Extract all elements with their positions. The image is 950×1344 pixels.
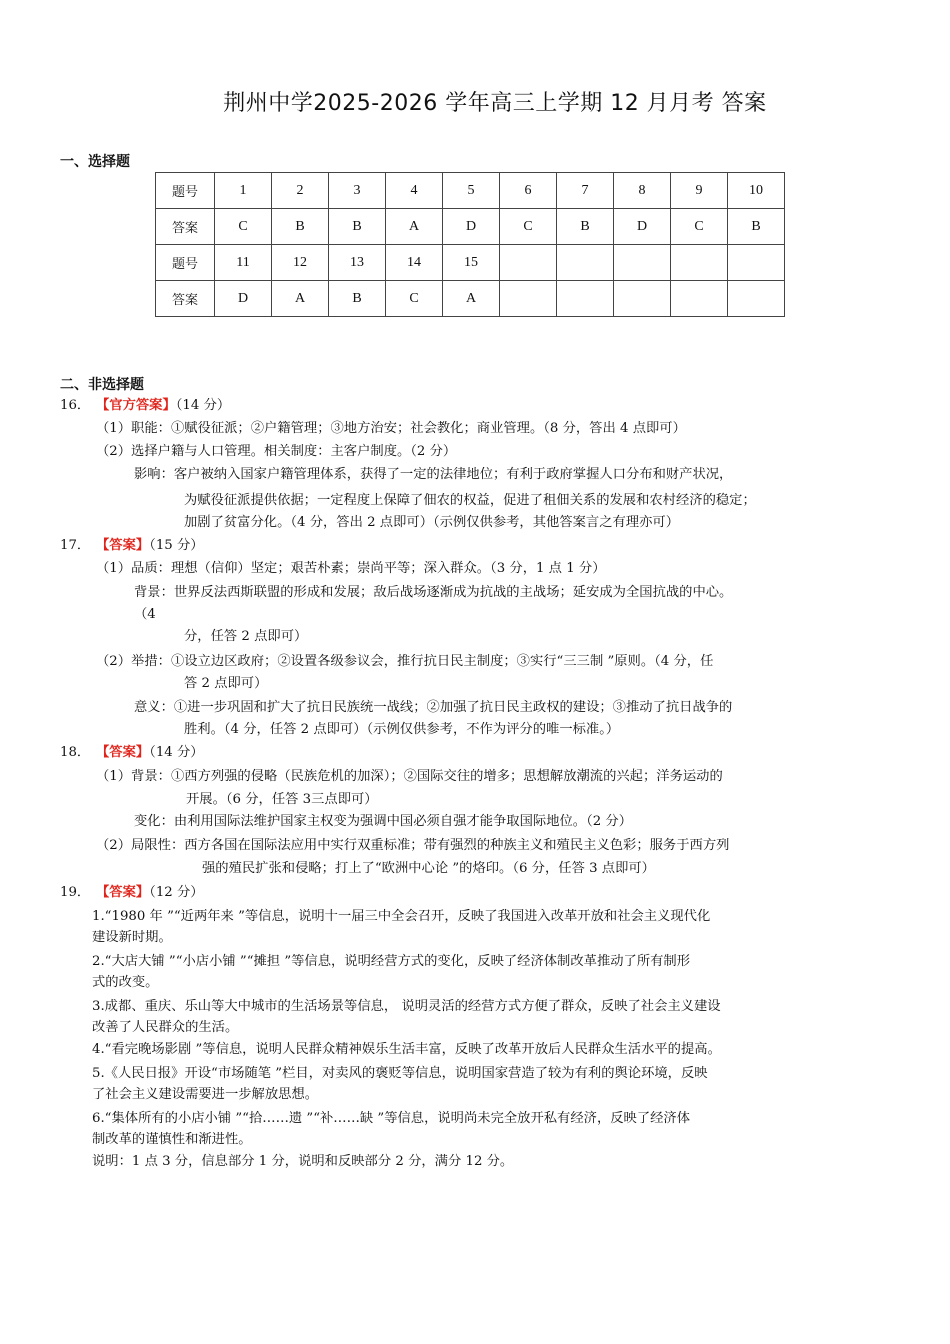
answer-line: 变化：由利用国际法维护国家主权变为强调中国必须自强才能争取国际地位。（2 分） [134,814,633,829]
table-cell [500,245,557,281]
answer-tag: 【官方答案】 [96,398,176,413]
table-cell: 10 [728,173,785,209]
section-heading-free-response: 二、非选择题 [60,377,144,393]
question-number: 18． [60,745,91,760]
answer-line: （1）职能：①赋役征派；②户籍管理；③地方治安；社会教化；商业管理。（8 分，答出 4 点即可） [96,421,686,436]
table-cell: 6 [500,173,557,209]
table-row [156,209,785,245]
table-cell [728,281,785,317]
score: （14 分） [175,398,231,413]
table-cell: 7 [557,173,614,209]
answer-line: 3.成都、重庆、乐山等大中城市的生活场景等信息， 说明灵活的经营方式方便了群众，反映了社会主义建设 [92,999,721,1014]
table-row [156,281,785,317]
answer-line: （2）举措：①设立边区政府；②设置各级参议会，推行抗日民主制度；③实行“三三制 ”原则。（4 分，任 [96,654,714,669]
answer-line: （4 [134,607,156,622]
table-cell: 3 [329,173,386,209]
table-cell: A [272,281,329,317]
question-19-header [60,882,204,905]
table-cell: C [671,209,728,245]
question-18-header [60,742,204,765]
table-cell [671,281,728,317]
table-cell: 14 [386,245,443,281]
table-cell: 15 [443,245,500,281]
question-number: 16． [60,398,91,413]
score: （14 分） [149,745,204,760]
answer-line: 背景：世界反法西斯联盟的形成和发展；敌后战场逐渐成为抗战的主战场；延安成为全国抗战的中心。 [134,585,733,600]
page-title: 荆州中学2025-2026 学年高三上学期 12 月月考 答案 [223,91,767,116]
table-cell: C [386,281,443,317]
table-cell [671,245,728,281]
answer-line: （2）局限性：西方各国在国际法应用中实行双重标准；带有强烈的种族主义和殖民主义色彩；服务于西方列 [96,838,730,853]
answer-line: 答 2 点即可） [184,676,268,691]
table-cell: B [272,209,329,245]
answer-line: 加剧了贫富分化。（4 分，答出 2 点即可）（示例仅供参考，其他答案言之有理亦可） [184,515,679,530]
answer-line: 说明：1 点 3 分，信息部分 1 分，说明和反映部分 2 分，满分 12 分。 [92,1154,514,1169]
answer-tag: 【答案】 [96,745,150,760]
row-label: 题号 [156,173,215,209]
answer-line: 1.“1980 年 ”“近两年来 ”等信息，说明十一届三中全会召开，反映了我国进入改革开放和社会主义现代化 [92,909,711,924]
answer-line: 影响：客户被纳入国家户籍管理体系，获得了一定的法律地位；有利于政府掌握人口分布和财产状况， [134,467,733,482]
answer-line: 分，任答 2 点即可） [184,629,308,644]
table-cell: 12 [272,245,329,281]
table-cell: 11 [215,245,272,281]
table-cell: A [386,209,443,245]
answer-line: 2.“大店大铺 ”“小店小铺 ”“摊担 ”等信息，说明经营方式的变化，反映了经济体制改革推动了所有制形 [92,954,691,969]
table-cell: C [215,209,272,245]
question-number: 19． [60,885,91,900]
row-label: 答案 [156,281,215,317]
table-cell: A [443,281,500,317]
table-cell [614,245,671,281]
answer-line: 4.“看完晚场影剧 ”等信息，说明人民群众精神娱乐生活丰富，反映了改革开放后人民群众生活水平的提高。 [92,1042,721,1057]
answer-line: （1）背景：①西方列强的侵略（民族危机的加深）；②国际交往的增多；思想解放潮流的兴起；洋务运动的 [96,769,723,784]
answer-tag: 【答案】 [96,538,150,553]
question-16-header [60,395,230,418]
table-cell: B [728,209,785,245]
table-cell: 4 [386,173,443,209]
row-label: 答案 [156,209,215,245]
table-cell [500,281,557,317]
table-cell: C [500,209,557,245]
table-cell: B [557,209,614,245]
row-label: 题号 [156,245,215,281]
table-cell: 13 [329,245,386,281]
table-cell [557,245,614,281]
table-cell: D [614,209,671,245]
score: （12 分） [149,885,204,900]
table-row [156,173,785,209]
answer-line: 建设新时期。 [92,930,172,945]
answer-line: 开展。（6 分，任答 3三点即可） [186,792,378,807]
answer-line: （2）选择户籍与人口管理。相关制度：主客户制度。（2 分） [96,444,457,459]
answer-line: 意义：①进一步巩固和扩大了抗日民族统一战线；②加强了抗日民主政权的建设；③推动了抗日战争的 [134,700,733,715]
answer-line: 式的改变。 [92,975,159,990]
table-cell: 8 [614,173,671,209]
table-cell: B [329,209,386,245]
table-cell [614,281,671,317]
question-number: 17． [60,538,91,553]
answer-line: 强的殖民扩张和侵略；打上了“欧洲中心论 ”的烙印。（6 分，任答 3 点即可） [202,861,655,876]
answer-line: 胜利。（4 分，任答 2 点即可）（示例仅供参考，不作为评分的唯一标准。） [184,722,620,737]
table-cell [728,245,785,281]
table-row [156,245,785,281]
score: （15 分） [149,538,204,553]
section-heading-multiple-choice: 一、选择题 [60,154,130,170]
question-17-header [60,535,204,558]
table-cell [557,281,614,317]
table-cell: 1 [215,173,272,209]
table-cell: 2 [272,173,329,209]
answer-line: 改善了人民群众的生活。 [92,1020,239,1035]
table-cell: B [329,281,386,317]
table-cell: 5 [443,173,500,209]
answer-tag: 【答案】 [96,885,150,900]
answer-line: 5.《人民日报》开设“市场随笔 ”栏目，对卖风的褒贬等信息，说明国家营造了较为有利的舆论环境，反映 [92,1066,708,1081]
answer-line: 为赋役征派提供依据；一定程度上保障了佃农的权益，促进了租佃关系的发展和农村经济的稳定； [184,493,756,508]
table-cell: 9 [671,173,728,209]
table-cell: D [443,209,500,245]
answer-line: 6.“集体所有的小店小铺 ”“拾……遗 ”“补……缺 ”等信息，说明尚未完全放开私有经济，反映了经济体 [92,1111,691,1126]
answer-table [155,172,785,317]
answer-line: 了社会主义建设需要进一步解放思想。 [92,1087,319,1102]
answer-line: （1）品质：理想（信仰）坚定；艰苦朴素；崇尚平等；深入群众。（3 分，1 点 1 分） [96,561,606,576]
table-cell: D [215,281,272,317]
answer-line: 制改革的谨慎性和渐进性。 [92,1132,252,1147]
